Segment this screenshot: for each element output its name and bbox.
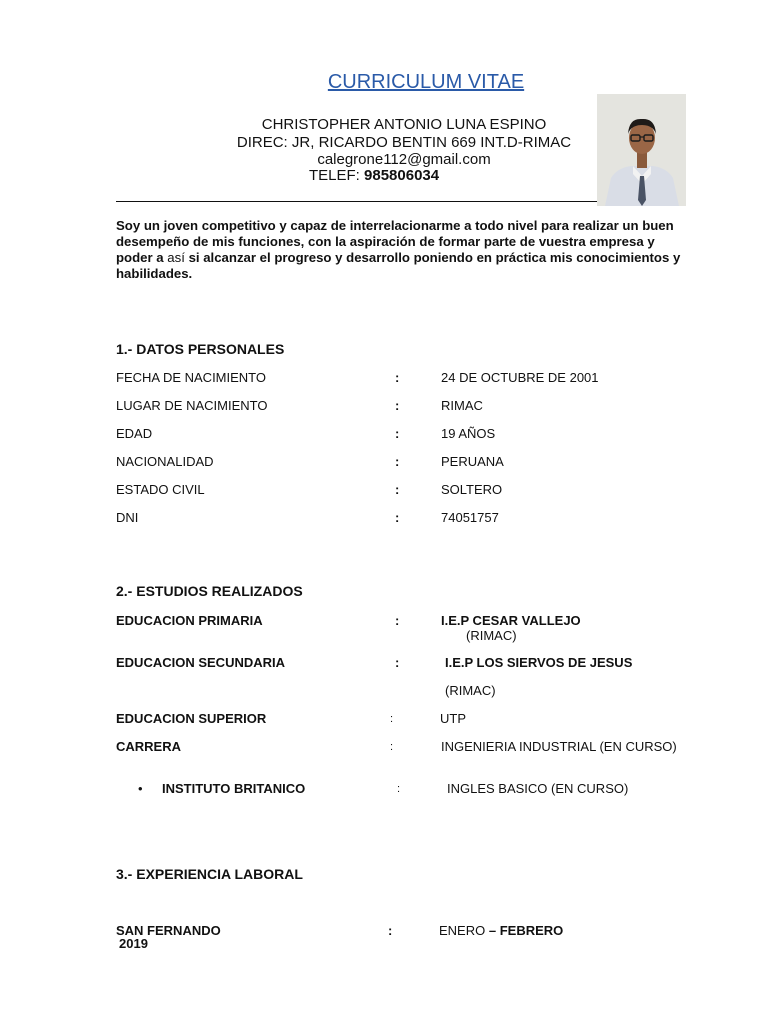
- education-label-institute: INSTITUTO BRITANICO: [162, 781, 306, 796]
- document-title: CURRICULUM VITAE: [327, 71, 525, 93]
- personal-separator: :: [395, 510, 400, 525]
- personal-value-birthplace: RIMAC: [441, 398, 483, 413]
- personal-label-nationality: NACIONALIDAD: [116, 454, 214, 469]
- candidate-phone: [309, 167, 439, 184]
- personal-value-birthdate: 24 DE OCTUBRE DE 2001: [441, 370, 599, 385]
- profile-photo-graphic: [597, 94, 686, 206]
- personal-separator: :: [395, 482, 400, 497]
- personal-separator: :: [395, 398, 400, 413]
- education-secondary-location: (RIMAC): [445, 683, 496, 698]
- experience-year: 2019: [119, 936, 148, 951]
- personal-value-age: 19 AÑOS: [441, 426, 496, 441]
- education-label-superior: EDUCACION SUPERIOR: [116, 711, 267, 726]
- education-label-career: CARRERA: [116, 739, 181, 754]
- personal-label-birthdate: FECHA DE NACIMIENTO: [116, 370, 267, 385]
- education-value-primary: I.E.P CESAR VALLEJO: [441, 613, 581, 628]
- summary-text-part3: si alcanzar el progreso y desarrollo poniendo en práctica mis conocimientos y habilidades.: [116, 250, 681, 281]
- profile-photo: [597, 94, 686, 206]
- personal-label-age: EDAD: [116, 426, 153, 441]
- education-value-institute: INGLES BASICO (EN CURSO): [447, 781, 629, 796]
- phone-label: TELEF:: [309, 167, 360, 184]
- section-heading-personal: 1.- DATOS PERSONALES: [116, 341, 285, 357]
- candidate-name: CHRISTOPHER ANTONIO LUNA ESPINO: [261, 116, 547, 133]
- personal-label-civil-status: ESTADO CIVIL: [116, 482, 205, 497]
- profile-summary: [116, 218, 688, 282]
- bullet-marker: •: [138, 781, 143, 796]
- summary-text-part1: Soy un joven competitivo y capaz de interrelacionarme a todo nivel para realizar un buen desempeño de mis funciones, con la aspiración de formar parte de vuestra empresa y poder a: [116, 218, 674, 265]
- education-separator: :: [395, 655, 400, 670]
- header-divider: [116, 201, 597, 202]
- personal-value-civil-status: SOLTERO: [441, 482, 503, 497]
- experience-period-end: FEBRERO: [499, 923, 564, 938]
- experience-period: [439, 923, 563, 938]
- personal-separator: :: [395, 454, 400, 469]
- experience-company: SAN FERNANDO: [116, 923, 221, 938]
- personal-value-nationality: PERUANA: [441, 454, 504, 469]
- education-separator: :: [397, 783, 401, 795]
- section-heading-experience: 3.- EXPERIENCIA LABORAL: [116, 866, 303, 882]
- personal-label-birthplace: LUGAR DE NACIMIENTO: [116, 398, 268, 413]
- education-value-superior: UTP: [440, 711, 466, 726]
- education-value-career: INGENIERIA INDUSTRIAL (EN CURSO): [441, 739, 677, 754]
- personal-value-dni: 74051757: [441, 510, 499, 525]
- candidate-email: calegrone112@gmail.com: [317, 151, 491, 168]
- personal-separator: :: [395, 426, 400, 441]
- experience-period-separator: –: [485, 923, 500, 938]
- summary-text-part2: así: [163, 250, 189, 265]
- education-value-secondary: I.E.P LOS SIERVOS DE JESUS: [445, 655, 633, 670]
- education-separator: :: [395, 613, 400, 628]
- experience-period-start: ENERO: [439, 923, 486, 938]
- phone-value: 985806034: [364, 167, 440, 184]
- section-heading-education: 2.- ESTUDIOS REALIZADOS: [116, 583, 303, 599]
- education-label-primary: EDUCACION PRIMARIA: [116, 613, 263, 628]
- experience-separator: :: [388, 923, 393, 938]
- education-separator: :: [390, 741, 394, 753]
- education-label-secondary: EDUCACION SECUNDARIA: [116, 655, 286, 670]
- personal-label-dni: DNI: [116, 510, 139, 525]
- candidate-address: DIREC: JR, RICARDO BENTIN 669 INT.D-RIMAC: [236, 134, 572, 151]
- education-separator: :: [390, 713, 394, 725]
- education-primary-location: (RIMAC): [466, 628, 517, 643]
- personal-separator: :: [395, 370, 400, 385]
